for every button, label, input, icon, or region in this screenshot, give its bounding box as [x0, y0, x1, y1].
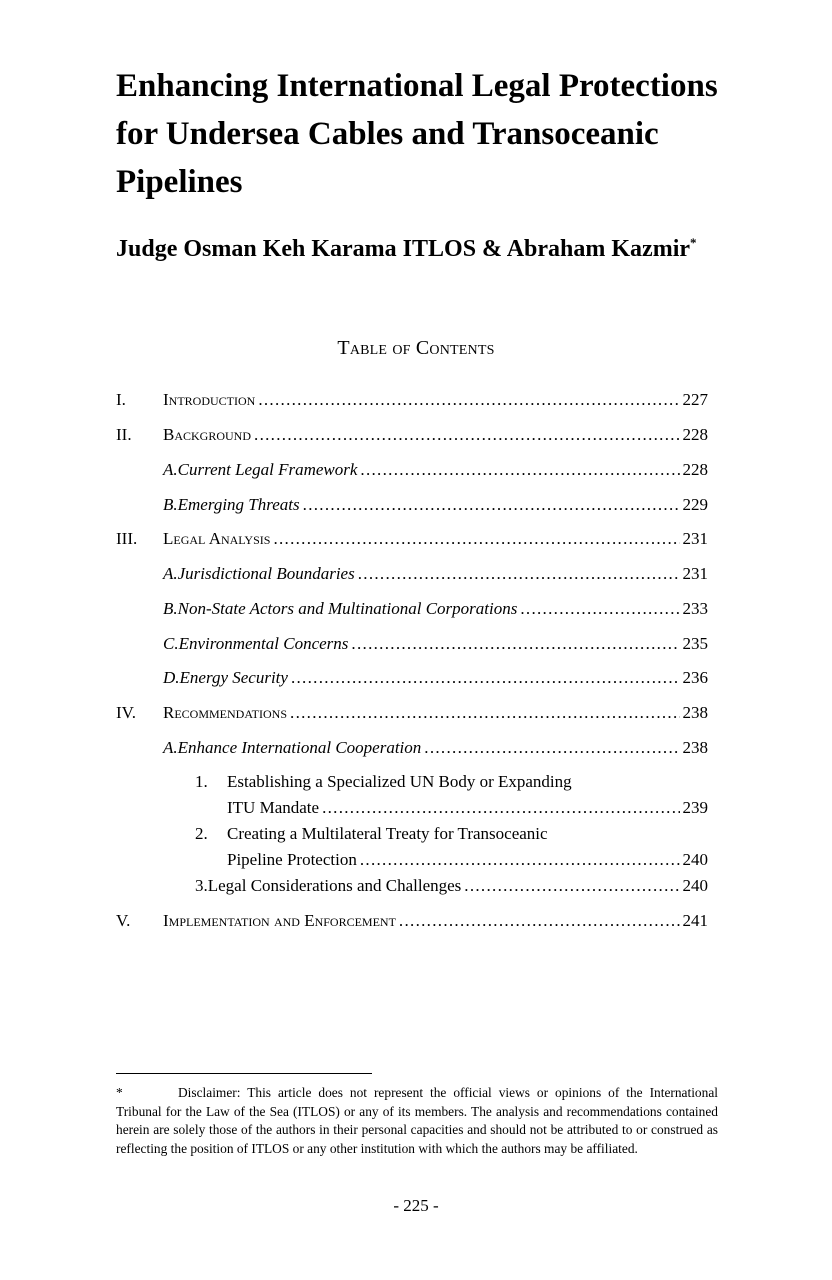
- toc-leader-dots: [254, 422, 679, 448]
- toc-leader-dots: [358, 561, 680, 587]
- toc-entry-title: Enhance International Cooperation: [177, 738, 422, 757]
- toc-entry-number: III.: [116, 529, 138, 548]
- toc-entry-current-legal-framework[interactable]: [0, 457, 832, 483]
- toc-entry-page: 231: [682, 529, 708, 548]
- toc-entry-letter: A.: [163, 564, 178, 583]
- toc-entry-page: 238: [682, 703, 708, 722]
- toc-entry-title: Non-State Actors and Multinational Corporations: [177, 599, 518, 618]
- toc-entry-title: Jurisdictional Boundaries: [177, 564, 355, 583]
- toc-entry-title: Emerging Threats: [177, 495, 300, 514]
- toc-entry-recommendations[interactable]: [0, 700, 832, 726]
- toc-entry-page: 241: [682, 911, 708, 930]
- toc-entry-number: V.: [116, 911, 131, 930]
- toc-leader-dots: [360, 847, 680, 873]
- toc-entry-title: Energy Security: [179, 668, 288, 687]
- toc-entry-implementation-enforcement[interactable]: [0, 908, 832, 934]
- toc-entry-page: 235: [682, 634, 708, 653]
- page-number: - 225 -: [393, 1196, 439, 1215]
- toc-entry-introduction[interactable]: [0, 387, 832, 413]
- toc-leader-dots: [322, 795, 679, 821]
- article-authors: [116, 233, 736, 266]
- toc-leader-dots: [399, 908, 680, 934]
- toc-entry-title: Background: [163, 425, 252, 444]
- toc-entry-number: II.: [116, 425, 132, 444]
- toc-entry-letter: A.: [163, 738, 178, 757]
- toc-entry-letter: D.: [163, 668, 180, 687]
- toc-entry-background[interactable]: [0, 422, 832, 448]
- toc-heading: Table of Contents: [337, 337, 495, 359]
- toc-entry-page: 227: [682, 390, 708, 409]
- toc-entry-title: Environmental Concerns: [178, 634, 349, 653]
- toc-entry-legal-considerations[interactable]: [0, 873, 832, 899]
- footnote-mark: *: [116, 1085, 123, 1100]
- toc-entry-legal-analysis[interactable]: [0, 526, 832, 552]
- toc-entry-title: ITU Mandate: [227, 798, 320, 817]
- toc-entry-emerging-threats[interactable]: [0, 492, 832, 518]
- toc-entry-page: 238: [682, 738, 708, 757]
- toc-entry-jurisdictional-boundaries[interactable]: [0, 561, 832, 587]
- toc-entry-title-line1[interactable]: Creating a Multilateral Treaty for Transoceanic: [227, 824, 548, 843]
- toc-entry-non-state-actors[interactable]: [0, 596, 832, 622]
- author-footnote-mark[interactable]: *: [690, 235, 697, 250]
- toc-entry-page: 229: [682, 495, 708, 514]
- toc-entry-title: Legal Considerations and Challenges: [207, 876, 462, 895]
- toc-entry-digit: 1.: [195, 772, 208, 791]
- toc-leader-dots: [303, 492, 680, 518]
- toc-entry-page: 239: [682, 798, 708, 817]
- toc-entry-letter: B.: [163, 599, 178, 618]
- toc-entry-energy-security[interactable]: [0, 665, 832, 691]
- toc-entry-digit: 3.: [195, 876, 208, 895]
- footnote-divider: [116, 1073, 372, 1074]
- toc-entry-number: I.: [116, 390, 126, 409]
- footnote-text: Disclaimer: This article does not represent the official views or opinions of the International Tribunal for the Law of the Sea (ITLOS) or any of its members. The analysis and recommendations contained herein are solely those of the authors in their personal capacities and should not be attributed to or construed as reflecting the position of ITLOS or any other institution with which the authors may be affiliated.: [116, 1085, 718, 1156]
- toc-entry-specialized-un-body[interactable]: [0, 795, 832, 821]
- toc-leader-dots: [520, 596, 679, 622]
- toc-entry-title: Introduction: [163, 390, 256, 409]
- toc-leader-dots: [360, 457, 679, 483]
- toc-entry-title: Current Legal Framework: [177, 460, 358, 479]
- toc-entry-letter: C.: [163, 634, 179, 653]
- toc-leader-dots: [258, 387, 679, 413]
- toc-entry-page: 240: [682, 876, 708, 895]
- toc-leader-dots: [273, 526, 679, 552]
- toc-entry-multilateral-treaty[interactable]: [0, 847, 832, 873]
- toc-entry-enhance-international-cooperation[interactable]: [0, 735, 832, 761]
- toc-entry-digit: 2.: [195, 824, 208, 843]
- toc-entry-title: Legal Analysis: [163, 529, 271, 548]
- toc-leader-dots: [464, 873, 679, 899]
- toc-entry-title-line1[interactable]: Establishing a Specialized UN Body or Expanding: [227, 772, 572, 791]
- author-names: Judge Osman Keh Karama ITLOS & Abraham Kazmir: [116, 236, 691, 262]
- article-title: Enhancing International Legal Protections for Undersea Cables and Transoceanic Pipelines: [116, 68, 718, 200]
- toc-entry-letter: B.: [163, 495, 178, 514]
- toc-leader-dots: [351, 631, 679, 657]
- toc-leader-dots: [290, 700, 679, 726]
- toc-entry-letter: A.: [163, 460, 178, 479]
- toc-leader-dots: [424, 735, 679, 761]
- toc-entry-page: 233: [682, 599, 708, 618]
- toc-entry-title: Recommendations: [163, 703, 288, 722]
- toc-entry-page: 240: [682, 850, 708, 869]
- toc-entry-page: 228: [682, 460, 708, 479]
- toc-entry-title: Implementation and Enforcement: [163, 911, 396, 930]
- toc-entry-environmental-concerns[interactable]: [0, 631, 832, 657]
- toc-entry-page: 228: [682, 425, 708, 444]
- toc-entry-page: 236: [682, 668, 708, 687]
- footnote: [116, 1084, 718, 1158]
- toc-entry-number: IV.: [116, 703, 136, 722]
- toc-leader-dots: [291, 665, 680, 691]
- toc-entry-page: 231: [682, 564, 708, 583]
- toc-entry-title: Pipeline Protection: [227, 850, 357, 869]
